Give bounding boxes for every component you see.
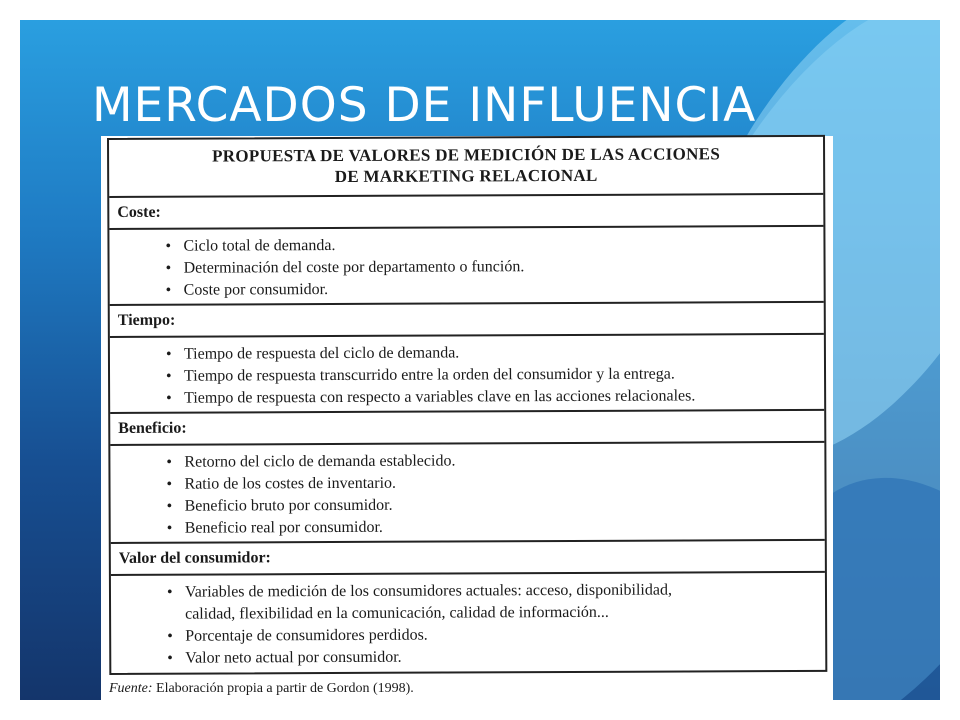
list-item: • Ratio de los costes de inventario. bbox=[166, 472, 455, 495]
table-source-note bbox=[109, 681, 414, 697]
list-item: • Ciclo total de demanda. bbox=[165, 234, 524, 258]
section-list-coste bbox=[165, 234, 524, 302]
list-item: • Variables de medición de los consumidores actuales: acceso, disponibilidad, bbox=[167, 580, 672, 604]
list-item: • Tiempo de respuesta del ciclo de demanda. bbox=[166, 341, 695, 365]
section-divider bbox=[109, 193, 823, 198]
section-label-coste: Coste: bbox=[117, 203, 161, 221]
list-item: • Valor neto actual por consumidor. bbox=[167, 646, 672, 670]
table-title-line-1: PROPUESTA DE VALORES DE MEDICIÓN DE LAS ACCIONES bbox=[212, 144, 721, 166]
section-label-tiempo: Tiempo: bbox=[117, 311, 176, 329]
section-label-beneficio: Beneficio: bbox=[118, 419, 187, 437]
section-divider bbox=[110, 409, 824, 414]
list-item: • Coste por consumidor. bbox=[166, 278, 525, 302]
section-divider bbox=[109, 225, 823, 230]
list-item: • Porcentaje de consumidores perdidos. bbox=[167, 624, 672, 648]
section-list-tiempo bbox=[166, 341, 695, 409]
list-item-continuation: calidad, flexibilidad en la comunicación, calidad de información... bbox=[185, 603, 609, 623]
slide-title: MERCADOS DE INFLUENCIA bbox=[92, 78, 757, 133]
section-list-beneficio bbox=[166, 450, 455, 539]
section-divider bbox=[110, 441, 824, 446]
section-divider bbox=[111, 571, 825, 576]
section-divider bbox=[110, 333, 824, 338]
list-item: • Tiempo de respuesta con respecto a variables clave en las acciones relacionales. bbox=[166, 385, 695, 409]
list-item: • Determinación del coste por departamento o función. bbox=[166, 256, 525, 280]
list-item: • Beneficio bruto por consumidor. bbox=[167, 494, 456, 517]
section-label-valor-consumidor: Valor del consumidor: bbox=[118, 549, 271, 567]
table-title bbox=[109, 143, 823, 188]
measurement-table bbox=[107, 135, 827, 675]
section-divider bbox=[111, 539, 825, 544]
list-item: • Beneficio real por consumidor. bbox=[167, 516, 456, 539]
list-item: • Retorno del ciclo de demanda establecido. bbox=[166, 450, 455, 473]
section-divider bbox=[110, 301, 824, 306]
table-title-line-2: DE MARKETING RELACIONAL bbox=[334, 165, 598, 187]
source-label: Fuente: bbox=[109, 681, 153, 696]
source-text: Elaboración propia a partir de Gordon (1998). bbox=[152, 681, 414, 696]
list-item: • Tiempo de respuesta transcurrido entre la orden del consumidor y la entrega. bbox=[166, 363, 695, 387]
section-list-valor-consumidor bbox=[167, 580, 672, 670]
scanned-table-image bbox=[101, 136, 833, 700]
